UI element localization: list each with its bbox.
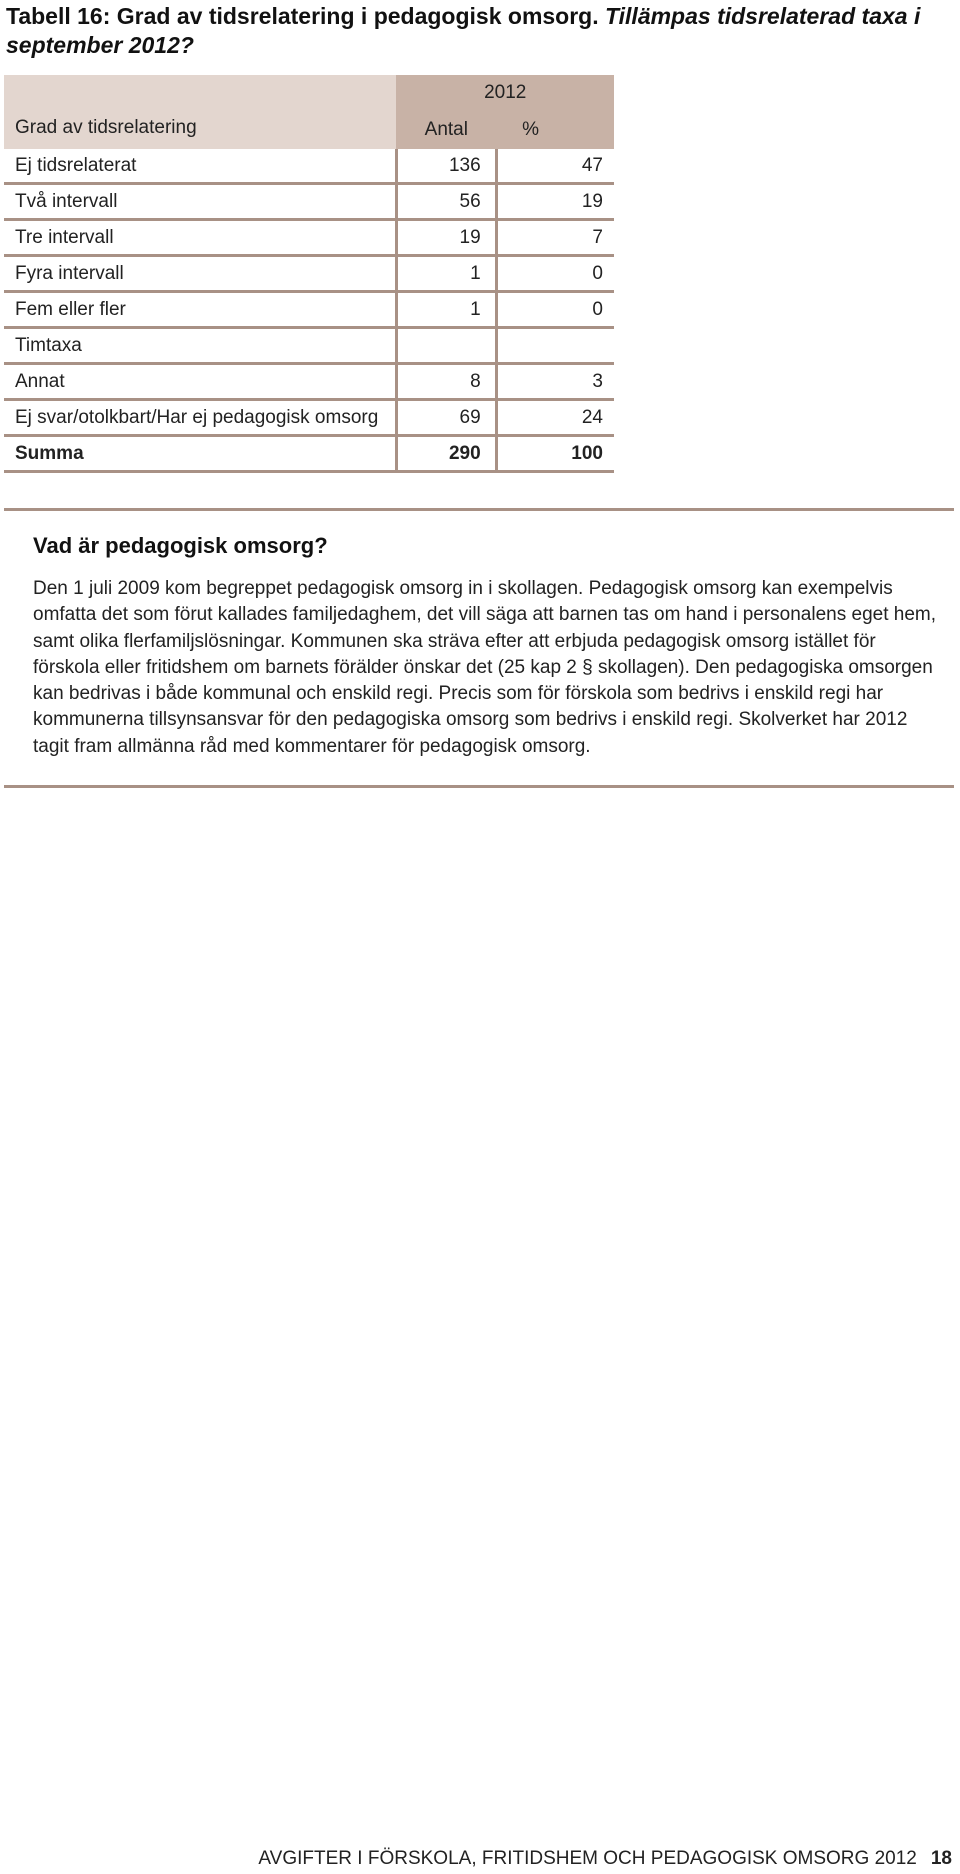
infobox-bottom-rule	[4, 785, 954, 788]
row-pct: 24	[496, 400, 614, 436]
page-number: 18	[930, 1848, 952, 1869]
page-footer	[258, 1848, 952, 1870]
row-pct: 47	[496, 149, 614, 184]
table-row	[4, 400, 614, 436]
row-label: Tre intervall	[4, 220, 396, 256]
year-header: 2012	[396, 75, 614, 110]
sum-label: Summa	[4, 436, 396, 472]
row-antal: 136	[396, 149, 496, 184]
row-pct: 7	[496, 220, 614, 256]
infobox-top-rule	[4, 508, 954, 511]
row-pct: 19	[496, 184, 614, 220]
column-header-pct: %	[496, 110, 614, 149]
row-antal: 56	[396, 184, 496, 220]
table-row	[4, 149, 614, 184]
column-header-antal: Antal	[396, 110, 496, 149]
header-row-columns	[4, 110, 614, 149]
infobox-text: Den 1 juli 2009 kom begreppet pedagogisk omsorg in i skollagen. Pedagogisk omsorg kan exempelvis omfatta det som förut kallades familjedaghem, det vill säga att barnen tas om hand i personalens eget hem, samt olika flerfamiljslösningar. Kommunen ska sträva efter att erbjuda pedagogisk omsorg istället för förskola eller fritidshem om barnets förälder önskar det (25 kap 2 § skollagen). Den pedagogiska omsorgen kan bedrivas i både kommunal och enskild regi. Precis som för förskola som bedrivs i enskild regi har kommunerna tillsynsansvar för den pedagogiska omsorg som bedrivs i enskild regi. Skolverket har 2012 tagit fram allmänna råd med kommentarer för pedagogisk omsorg.	[33, 578, 937, 757]
row-pct: 0	[496, 292, 614, 328]
infobox-title: Vad är pedagogisk omsorg?	[33, 533, 328, 558]
row-pct: 3	[496, 364, 614, 400]
header-row-year	[4, 75, 614, 110]
stats-table	[4, 75, 614, 473]
row-antal: 69	[396, 400, 496, 436]
row-label: Annat	[4, 364, 396, 400]
table-row	[4, 328, 614, 364]
row-antal: 19	[396, 220, 496, 256]
row-label: Ej svar/otolkbart/Har ej pedagogisk omsorg	[4, 400, 396, 436]
table-row	[4, 220, 614, 256]
sum-antal: 290	[396, 436, 496, 472]
row-label: Fyra intervall	[4, 256, 396, 292]
row-label: Två intervall	[4, 184, 396, 220]
row-label: Fem eller fler	[4, 292, 396, 328]
row-antal	[396, 328, 496, 364]
sum-row	[4, 436, 614, 472]
row-antal: 8	[396, 364, 496, 400]
row-pct	[496, 328, 614, 364]
row-label: Timtaxa	[4, 328, 396, 364]
table-caption	[6, 2, 936, 60]
footer-title: AVGIFTER I FÖRSKOLA, FRITIDSHEM OCH PEDAGOGISK OMSORG 2012	[258, 1848, 917, 1869]
row-antal: 1	[396, 256, 496, 292]
row-label: Ej tidsrelaterat	[4, 149, 396, 184]
table-row	[4, 184, 614, 220]
row-pct: 0	[496, 256, 614, 292]
column-header-label: Grad av tidsrelatering	[4, 110, 396, 149]
table-row	[4, 292, 614, 328]
row-antal: 1	[396, 292, 496, 328]
table-row	[4, 256, 614, 292]
sum-pct: 100	[496, 436, 614, 472]
table-row	[4, 364, 614, 400]
caption-question: Tillämpas tidsrelaterad taxa i september 2012?	[6, 3, 921, 58]
caption-label: Tabell 16: Grad av tidsrelatering i pedagogisk omsorg.	[6, 3, 599, 29]
